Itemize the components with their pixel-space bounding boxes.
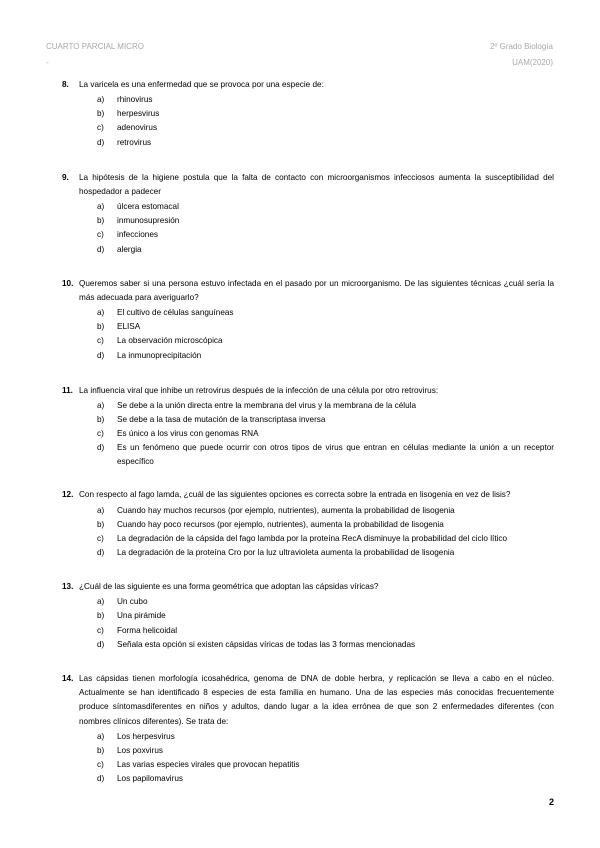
option-c: [97, 624, 554, 638]
option-d: [97, 349, 554, 363]
options-list: [97, 399, 554, 469]
option-a: [97, 200, 554, 214]
option-text: úlcera estomacal: [117, 202, 179, 212]
option-letter: d): [97, 443, 105, 453]
option-letter: c): [97, 429, 104, 439]
questions-list: [0, 78, 600, 786]
option-letter: b): [97, 746, 105, 755]
option-a: [97, 730, 554, 744]
option-text: Forma helicoidal: [117, 625, 178, 635]
option-text: Los poxvirus: [117, 746, 163, 755]
question-text: La influencia viral que inhibe un retrovirus después de la infección de una célula por otro retrovirus:: [79, 385, 439, 395]
option-text: Cuando hay poco recursos (por ejemplo, nutrientes), aumenta la probabilidad de lisogenia: [117, 519, 444, 529]
option-text: retrovirus: [117, 137, 152, 147]
option-text: Un cubo: [117, 597, 148, 607]
option-a: [97, 595, 554, 609]
option-c: [97, 532, 554, 546]
option-text: El cultivo de células sanguíneas: [117, 308, 234, 318]
question-text: ¿Cuál de las siguiente es una forma geométrica que adoptan las cápsidas víricas?: [79, 582, 379, 592]
option-b: [97, 518, 554, 532]
option-d: [97, 638, 554, 652]
question-text: La hipótesis de la higiene postula que la falta de contacto con microorganismos infecciosos aumenta la susceptibilidad del hospedador a padecer: [79, 172, 554, 196]
option-text: La degradación de la proteína Cro por la luz ultravioleta aumenta la probabilidad de lisogenia: [117, 547, 455, 557]
option-text: Los herpesvirus: [117, 731, 175, 741]
option-text: adenovirus: [117, 123, 158, 133]
option-letter: c): [97, 625, 104, 635]
question-text: Las cápsidas tienen morfología icosahédrica, genoma de DNA de doble herbra, y replicación se lleva a cabo en el núcleo. Actualmente se han identificado 8 especies de esta familia en humano. Una de las especies más conocidas frecuentemente produce síntomasdiferentes en niños y adultos, dando lugar a la idea errónea de que son 2 enfermedades diferentes (con nombres clínicos diferentes). Se trata de:: [79, 673, 554, 726]
option-letter: c): [97, 336, 104, 346]
question-number: 13.: [62, 582, 74, 592]
question-number: 11.: [62, 385, 73, 395]
header-degree: 2º Grado Biología: [490, 42, 553, 51]
header-right: [490, 39, 553, 71]
question-14: [62, 672, 554, 787]
question-8: [62, 78, 554, 150]
option-letter: b): [97, 415, 105, 424]
question-number: 10.: [62, 278, 74, 288]
question-text: Con respecto al fago lamda, ¿cuál de las siguientes opciones es correcta sobre la entrada en lisogenia en vez de lisis?: [79, 490, 511, 500]
option-text: Señala esta opción si existen cápsidas víricas de todas las 3 formas mencionadas: [117, 639, 416, 649]
option-c: [97, 228, 554, 242]
option-b: [97, 214, 554, 228]
option-letter: a): [97, 597, 105, 607]
option-a: [97, 93, 554, 107]
question-number: 8.: [62, 80, 69, 89]
option-text: Es único a los virus con genomas RNA: [117, 429, 259, 439]
option-c: [97, 427, 554, 441]
question-number: 14.: [62, 673, 74, 683]
option-d: [97, 546, 554, 560]
option-c: [97, 758, 554, 772]
option-text: Se debe a la unión directa entre la membrana del virus y la membrana de la célula: [117, 400, 417, 410]
option-b: [97, 320, 554, 334]
option-letter: d): [97, 639, 105, 649]
option-letter: b): [97, 216, 105, 226]
option-text: Cuando hay muchos recursos (por ejemplo, nutrientes), aumenta la probabilidad de lisogenia: [117, 505, 455, 515]
option-d: [97, 772, 554, 786]
option-letter: b): [97, 519, 105, 529]
question-number: 12.: [62, 490, 74, 500]
option-text: rhinovirus: [117, 95, 153, 105]
option-text: Es un fenómeno que puede ocurrir con otros tipos de virus que entran en células mediante la unión a un receptor específico: [117, 443, 554, 467]
option-letter: b): [97, 109, 105, 119]
option-letter: b): [97, 611, 105, 621]
options-list: [97, 200, 554, 256]
option-text: Se debe a la tasa de mutación de la transcriptasa inversa: [117, 415, 326, 424]
option-letter: d): [97, 350, 105, 360]
question-10: [62, 277, 554, 363]
option-text: inmunosupresión: [117, 216, 180, 226]
page-number: 2: [548, 797, 554, 807]
options-list: [97, 306, 554, 362]
header-university: UAM(2020): [512, 58, 553, 67]
question-number: 9.: [62, 172, 69, 182]
option-letter: a): [97, 308, 105, 318]
question-11: [62, 384, 554, 470]
option-text: alergia: [117, 244, 142, 254]
option-letter: a): [97, 202, 105, 212]
option-letter: a): [97, 95, 105, 105]
option-text: herpesvirus: [117, 109, 160, 119]
question-13: [62, 580, 554, 652]
option-a: [97, 306, 554, 320]
question-9: [62, 171, 554, 257]
option-text: La inmunoprecipitación: [117, 350, 202, 360]
option-letter: d): [97, 774, 105, 784]
option-letter: c): [97, 760, 104, 770]
option-b: [97, 107, 554, 121]
option-d: [97, 136, 554, 150]
option-d: [97, 441, 554, 469]
option-text: Una pirámide: [117, 611, 166, 621]
option-letter: b): [97, 322, 105, 332]
option-text: Las varias especies virales que provocan hepatitis: [117, 760, 300, 770]
header-course-title: CUARTO PARCIAL MICRO: [46, 42, 144, 51]
question-text: La varicela es una enfermedad que se provoca por una especie de:: [79, 80, 324, 89]
option-c: [97, 334, 554, 348]
question-text: Queremos saber si una persona estuvo infectada en el pasado por un microorganismo. De las siguientes técnicas ¿cuál sería la más adecuada para averiguarlo?: [79, 278, 554, 302]
option-letter: c): [97, 533, 104, 543]
option-text: ELISA: [117, 322, 141, 332]
option-letter: c): [97, 230, 104, 240]
option-letter: a): [97, 731, 105, 741]
option-letter: a): [97, 505, 105, 515]
option-text: La observación microscópica: [117, 336, 223, 346]
option-a: [97, 399, 554, 413]
header-left: [46, 39, 144, 71]
option-letter: d): [97, 244, 105, 254]
option-letter: d): [97, 547, 105, 557]
option-letter: a): [97, 400, 105, 410]
option-text: La degradación de la cápsida del fago lambda por la proteína RecA disminuye la probabilidad del ciclo lítico: [117, 533, 508, 543]
options-list: [97, 595, 554, 651]
option-b: [97, 744, 554, 758]
header-course-sub: -: [46, 58, 49, 67]
options-list: [97, 504, 554, 560]
option-c: [97, 121, 554, 135]
option-b: [97, 609, 554, 623]
options-list: [97, 730, 554, 786]
option-b: [97, 413, 554, 427]
options-list: [97, 93, 554, 149]
option-text: Los papilomavirus: [117, 774, 183, 784]
option-text: infecciones: [117, 230, 158, 240]
option-d: [97, 243, 554, 257]
question-12: [62, 488, 554, 560]
option-a: [97, 504, 554, 518]
option-letter: c): [97, 123, 104, 133]
option-letter: d): [97, 137, 105, 147]
